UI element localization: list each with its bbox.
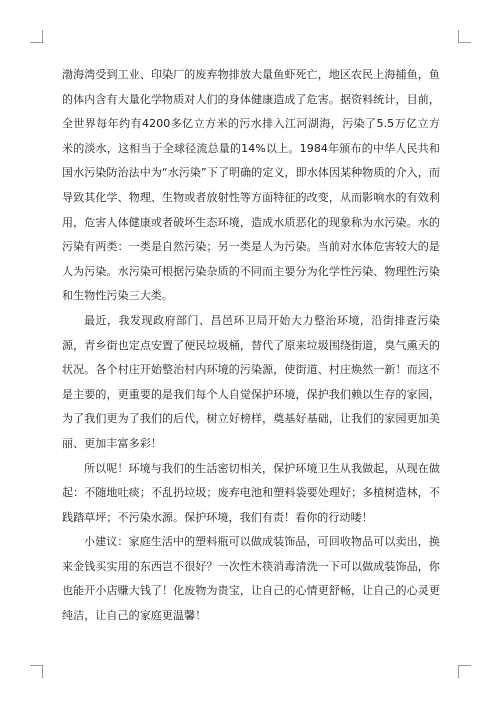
paragraph-suggestion: 小建议：家庭生活中的塑料瓶可以做成装饰品，可回收物品可以卖出，换来金钱买实用的东西岂不很好？一次性木筷消毒清洗一下可以做成装饰品，你也能开小店赚大钱了！化废物为贵宝，让自己的心情更舒畅，让自己的心灵更纯洁，让自己的家庭更温馨！ <box>62 535 440 623</box>
paragraph-government-action: 最近，我发现政府部门、昌邑环卫局开始大力整治环境，沿街排查污染源，青乡街也定点安置了便民垃圾桶，替代了原来垃圾围绕街道，臭气熏天的状况。各个村庄开始整治村内环境的污染源，使街道、村庄焕然一新！而这不是主要的，更重要的是我们每个人自觉保护环境，保护我们赖以生存的家园，为了我们更为了我们的后代，树立好榜样，奠基好基础，让我们的家园更加美丽、更加丰富多彩！ <box>62 313 440 450</box>
document-body <box>62 63 440 629</box>
page-corner-mark-top-left <box>30 30 43 43</box>
page-corner-mark-top-right <box>458 30 471 43</box>
page-corner-mark-bottom-left <box>30 665 43 678</box>
paragraph-protect-environment: 所以呢！环境与我们的生活密切相关，保护环境卫生从我做起，从现在做起：不随地吐痰；不乱扔垃圾；废弃电池和塑料袋要处理好；多植树造林，不践踏草坪；不污染水源。保护环境，我们有责！看你的行动喽！ <box>62 461 440 524</box>
paragraph-water-pollution: 渤海湾受到工业、印染厂的废弃物排放大量鱼虾死亡，地区农民上海捕鱼，鱼的体内含有大量化学物质对人们的身体健康造成了危害。据资料统计，目前，全世界每年约有4200多亿立方米的污水排入江河湖海，污染了5.5万亿立方米的淡水，这相当于全球径流总量的14%以上。1984年颁布的中华人民共和国水污染防治法中为“水污染”下了明确的定义，即水体因某种物质的介入，而导致其化学、物理、生物或者放射性等方面特征的改变，从而影响水的有效利用，危害人体健康或者破坏生态环境，造成水质恶化的现象称为水污染。水的污染有两类：一类是自然污染；另一类是人为污染。当前对水体危害较大的是人为污染。水污染可根据污染杂质的不同而主要分为化学性污染、物理性污染和生物性污染三大类。 <box>62 68 440 303</box>
page-corner-mark-bottom-right <box>458 665 471 678</box>
